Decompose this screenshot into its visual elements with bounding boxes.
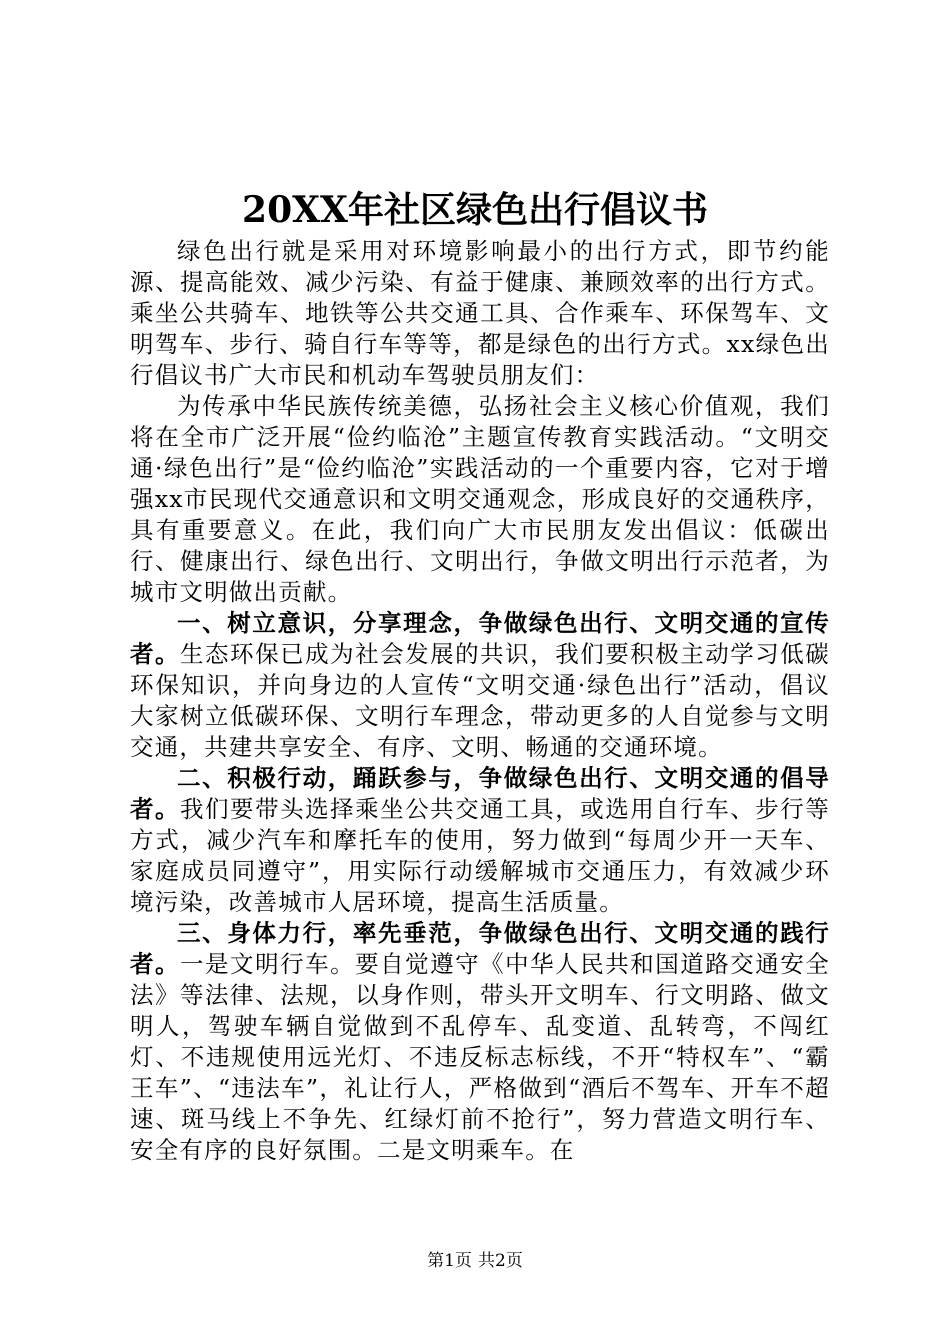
page-number: 第1页 <box>427 1251 472 1271</box>
paragraph-text: 为传承中华民族传统美德，弘扬社会主义核心价值观，我们将在全市广泛开展“俭约临沧”主题宣传教育实践活动。“文明交通·绿色出行”是“俭约临沧”实践活动的一个重要内容，它对于增强xx市民现代交通意识和文明交通观念，形成良好的交通秩序，具有重要意义。在此，我们向广大市民朋友发出倡议：低碳出行、健康出行、绿色出行、文明出行，争做文明出行示范者，为城市文明做出贡献。 <box>130 392 830 606</box>
document-title: 20XX年社区绿色出行倡议书 <box>242 189 708 231</box>
paragraph <box>130 918 830 1166</box>
paragraph <box>130 236 830 391</box>
document-body <box>130 236 830 1166</box>
paragraph <box>130 391 830 608</box>
paragraph-heading: 二、积极行动，踊跃参与，争做绿色出行、文明交通的倡导者。 <box>130 764 830 823</box>
paragraph <box>130 763 830 918</box>
paragraph-heading: 一、树立意识，分享理念，争做绿色出行、文明交通的宣传者。 <box>130 609 830 668</box>
paragraph-heading: 三、身体力行，率先垂范，争做绿色出行、文明交通的践行者。 <box>130 919 830 978</box>
page-footer <box>0 1246 950 1271</box>
page-total: 共2页 <box>478 1251 523 1271</box>
paragraph <box>130 608 830 763</box>
paragraph-text: 绿色出行就是采用对环境影响最小的出行方式，即节约能源、提高能效、减少污染、有益于健康、兼顾效率的出行方式。乘坐公共骑车、地铁等公共交通工具、合作乘车、环保驾车、文明驾车、步行、骑自行车等等，都是绿色的出行方式。xx绿色出行倡议书广大市民和机动车驾驶员朋友们： <box>130 237 830 389</box>
paragraph-text: 生态环保已成为社会发展的共识，我们要积极主动学习低碳环保知识，并向身边的人宣传“文明交通·绿色出行”活动，倡议大家树立低碳环保、文明行车理念，带动更多的人自觉参与文明交通，共建共享安全、有序、文明、畅通的交通环境。 <box>130 640 830 761</box>
paragraph-text: 我们要带头选择乘坐公共交通工具，或选用自行车、步行等方式，减少汽车和摩托车的使用，努力做到“每周少开一天车、家庭成员同遵守”，用实际行动缓解城市交通压力，有效减少环境污染，改善城市人居环境，提高生活质量。 <box>130 795 830 916</box>
paragraph-text: 一是文明行车。要自觉遵守《中华人民共和国道路交通安全法》等法律、法规，以身作则，带头开文明车、行文明路、做文明人，驾驶车辆自觉做到不乱停车、乱变道、乱转弯，不闯红灯、不违规使用远光灯、不违反标志标线，不开“特权车”、“霸王车”、“违法车”，礼让行人，严格做到“酒后不驾车、开车不超速、斑马线上不争先、红绿灯前不抢行”，努力营造文明行车、安全有序的良好氛围。二是文明乘车。在 <box>130 950 830 1164</box>
